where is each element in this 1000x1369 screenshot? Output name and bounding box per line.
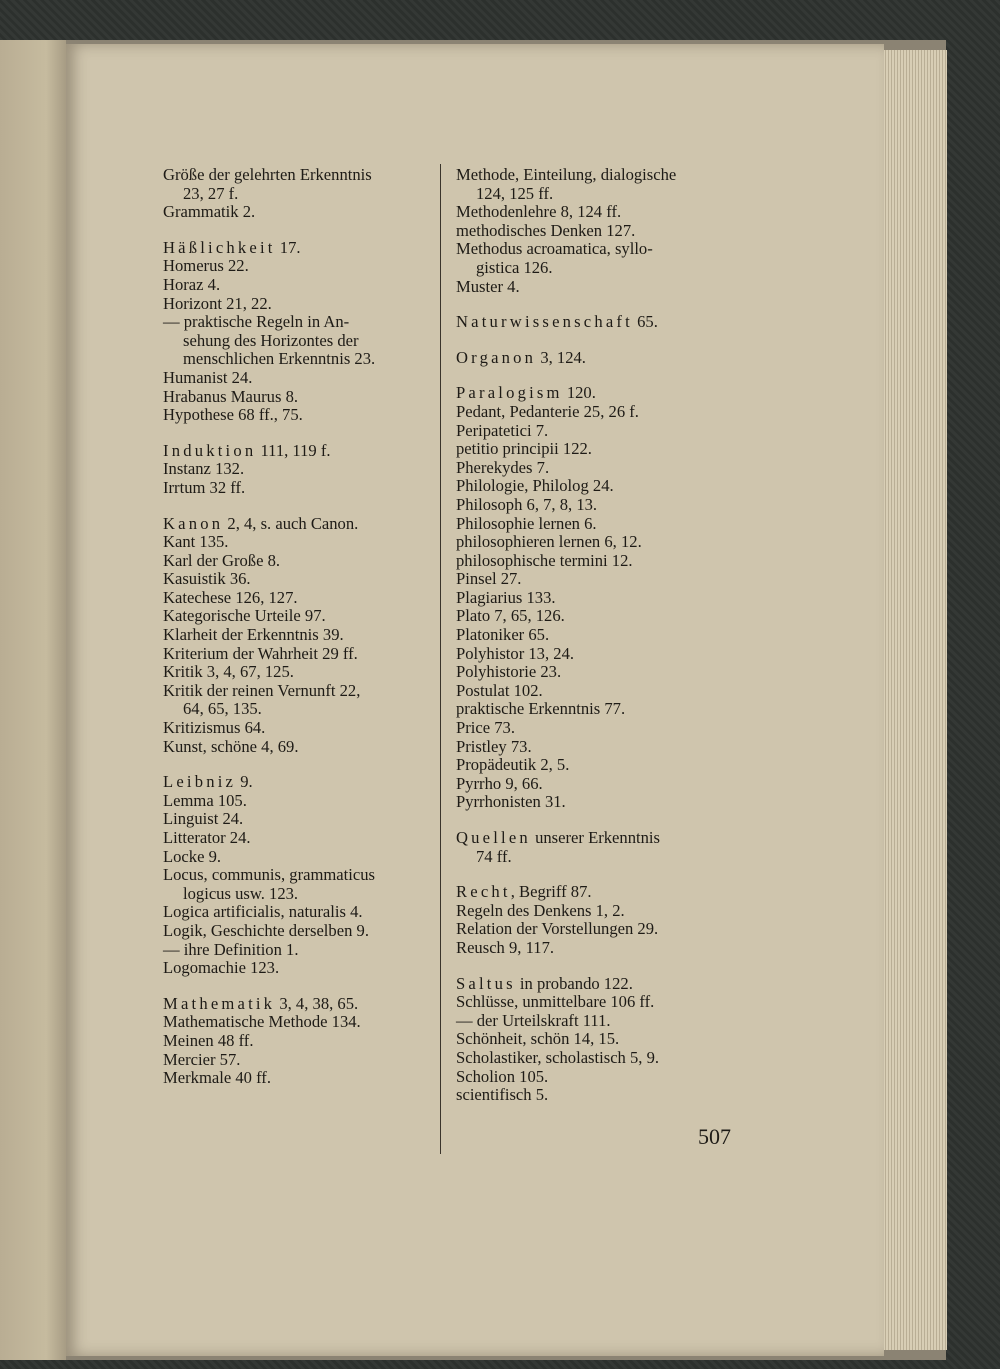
index-entry	[163, 442, 435, 461]
entry-line: — praktische Regeln in An-	[163, 312, 350, 332]
index-entry	[163, 607, 435, 626]
entry-line: Scholion 105.	[456, 1066, 549, 1086]
entry-rest: , Begriff 87.	[510, 882, 592, 902]
entry-line	[456, 975, 728, 994]
index-entry	[456, 756, 728, 775]
entry-heading: Organon	[456, 347, 537, 367]
entry-line: praktische Erkenntnis 77.	[456, 699, 626, 719]
index-entry	[163, 682, 435, 719]
entry-line: Katechese 126, 127.	[163, 587, 298, 607]
entry-line: Kritizismus 64.	[163, 718, 266, 738]
index-entry	[456, 313, 728, 332]
index-entry	[163, 406, 435, 425]
index-entry	[163, 552, 435, 571]
entry-continuation: 74 ff.	[476, 846, 512, 866]
index-entry	[163, 773, 435, 792]
entry-heading: Quellen	[456, 828, 531, 847]
index-entry	[456, 589, 728, 608]
index-entry	[456, 240, 728, 277]
entry-line: Klarheit der Erkenntnis 39.	[163, 625, 344, 645]
entry-line	[456, 384, 728, 403]
entry-continuation: sehung des Horizontes der	[183, 330, 359, 350]
entry-heading: Mathematik	[163, 993, 276, 1013]
entry-rest: in probando 122.	[515, 973, 633, 993]
entry-line	[456, 883, 728, 902]
entry-continuation: gistica 126.	[476, 257, 553, 277]
entry-continuation: menschlichen Erkenntnis 23.	[183, 349, 376, 369]
entry-line	[163, 239, 435, 258]
index-group	[456, 166, 728, 296]
entry-line: Peripatetici 7.	[456, 420, 549, 440]
entry-heading: Saltus	[456, 973, 516, 993]
entry-line: Merkmale 40 ff.	[163, 1068, 271, 1088]
entry-line: Philologie, Philolog 24.	[456, 476, 614, 496]
index-group	[456, 384, 728, 812]
index-entry	[456, 384, 728, 403]
entry-line: Kriterium der Wahrheit 29 ff.	[163, 643, 358, 663]
index-entry	[456, 1049, 728, 1068]
index-entry	[456, 222, 728, 241]
index-entry	[456, 459, 728, 478]
entry-line: Kritik 3, 4, 67, 125.	[163, 662, 294, 682]
column-divider	[440, 164, 441, 1154]
entry-heading: Paralogism	[456, 383, 563, 403]
entry-line: Schlüsse, unmittelbare 106 ff.	[456, 992, 655, 1012]
entry-line: Pinsel 27.	[456, 569, 522, 589]
index-entry	[456, 440, 728, 459]
entry-line: Platoniker 65.	[456, 625, 550, 645]
entry-line: Grammatik 2.	[163, 202, 256, 222]
entry-line	[163, 442, 435, 461]
entry-line: Humanist 24.	[163, 367, 253, 387]
entry-rest: 120.	[562, 383, 596, 403]
entry-heading: Naturwissenschaft	[456, 312, 633, 332]
index-entry	[163, 313, 435, 369]
entry-line: methodisches Denken 127.	[456, 220, 636, 240]
entry-line: Kunst, schöne 4, 69.	[163, 736, 299, 756]
index-entry	[456, 422, 728, 441]
index-group	[456, 349, 728, 368]
entry-line: Polyhistor 13, 24.	[456, 643, 575, 663]
index-entry	[163, 589, 435, 608]
index-entry	[163, 922, 435, 941]
index-entry	[456, 496, 728, 515]
index-entry	[163, 257, 435, 276]
entry-rest: 3, 124.	[536, 347, 586, 367]
index-column-right	[456, 166, 728, 1122]
entry-line: Muster 4.	[456, 276, 520, 296]
entry-line: Kasuistik 36.	[163, 569, 251, 589]
index-entry	[163, 645, 435, 664]
index-entry	[163, 369, 435, 388]
index-entry	[456, 920, 728, 939]
entry-rest: 111, 119 f.	[256, 440, 331, 460]
index-entry	[163, 460, 435, 479]
entry-line: petitio principii 122.	[456, 439, 592, 459]
index-group	[163, 166, 435, 222]
index-group	[456, 883, 728, 957]
index-entry	[163, 738, 435, 757]
entry-line: Kategorische Urteile 97.	[163, 606, 326, 626]
entry-line	[163, 995, 435, 1014]
entry-line: Pherekydes 7.	[456, 457, 550, 477]
entry-line: — ihre Definition 1.	[163, 939, 299, 959]
index-entry	[456, 645, 728, 664]
entry-line: Mercier 57.	[163, 1049, 241, 1069]
index-entry	[163, 848, 435, 867]
index-entry	[456, 552, 728, 571]
entry-line: Price 73.	[456, 718, 515, 738]
index-entry	[163, 276, 435, 295]
index-entry	[456, 738, 728, 757]
entry-line: philosophieren lernen 6, 12.	[456, 532, 642, 552]
book-page	[66, 44, 884, 1356]
index-entry	[163, 479, 435, 498]
index-entry	[163, 570, 435, 589]
index-entry	[456, 939, 728, 958]
entry-line	[456, 829, 728, 848]
entry-line: Methodus acroamatica, syllo-	[456, 239, 653, 259]
entry-line: Mathematische Methode 134.	[163, 1012, 361, 1032]
index-entry	[163, 166, 435, 203]
entry-heading: Recht	[456, 882, 511, 902]
left-page-edge	[0, 40, 68, 1360]
entry-line: Relation der Vorstellungen 29.	[456, 919, 659, 939]
index-entry	[456, 1030, 728, 1049]
entry-line: Pedant, Pedanterie 25, 26 f.	[456, 401, 639, 421]
index-group	[163, 239, 435, 425]
index-entry	[456, 975, 728, 994]
index-entry	[456, 278, 728, 297]
entry-rest: 9.	[236, 772, 253, 792]
index-entry	[456, 203, 728, 222]
entry-line: Hypothese 68 ff., 75.	[163, 405, 303, 425]
entry-line: Lemma 105.	[163, 790, 247, 810]
entry-line	[163, 773, 435, 792]
entry-line: Locus, communis, grammaticus	[163, 865, 375, 885]
index-entry	[456, 829, 728, 866]
index-entry	[456, 719, 728, 738]
index-entry	[456, 793, 728, 812]
entry-line: Propädeutik 2, 5.	[456, 755, 570, 775]
index-entry	[456, 1068, 728, 1087]
entry-line: Schönheit, schön 14, 15.	[456, 1029, 620, 1049]
index-entry	[456, 1012, 728, 1031]
entry-line: Irrtum 32 ff.	[163, 477, 246, 497]
entry-heading: Häßlichkeit	[163, 237, 276, 257]
entry-line: Linguist 24.	[163, 809, 244, 829]
index-group	[163, 442, 435, 498]
entry-line: Reusch 9, 117.	[456, 937, 555, 957]
index-entry	[456, 626, 728, 645]
entry-heading: Leibniz	[163, 772, 237, 792]
entry-line: Karl der Große 8.	[163, 550, 281, 570]
entry-line: Logica artificialis, naturalis 4.	[163, 902, 363, 922]
index-entry	[163, 810, 435, 829]
index-group	[163, 773, 435, 978]
entry-rest: 3, 4, 38, 65.	[275, 993, 359, 1013]
index-entry	[456, 902, 728, 921]
index-entry	[163, 239, 435, 258]
index-entry	[163, 533, 435, 552]
index-group	[163, 995, 435, 1088]
entry-line: Pristley 73.	[456, 736, 532, 756]
index-entry	[456, 1086, 728, 1105]
index-entry	[163, 903, 435, 922]
entry-line	[456, 349, 728, 368]
index-entry	[456, 533, 728, 552]
entry-line: Logik, Geschichte derselben 9.	[163, 920, 369, 940]
page-number: 507	[698, 1124, 731, 1149]
index-entry	[163, 1013, 435, 1032]
index-entry	[163, 388, 435, 407]
entry-line: Logomachie 123.	[163, 958, 280, 978]
entry-rest: 2, 4, s. auch Canon.	[223, 513, 359, 533]
index-entry	[456, 993, 728, 1012]
entry-line: Kritik der reinen Vernunft 22,	[163, 680, 361, 700]
entry-continuation: logicus usw. 123.	[183, 883, 299, 903]
entry-line: Instanz 132.	[163, 459, 245, 479]
entry-line: Plato 7, 65, 126.	[456, 606, 565, 626]
entry-line: Pyrrhonisten 31.	[456, 792, 566, 812]
index-entry	[456, 477, 728, 496]
index-entry	[456, 682, 728, 701]
index-entry	[456, 775, 728, 794]
index-group	[456, 975, 728, 1105]
index-entry	[163, 719, 435, 738]
index-entry	[163, 792, 435, 811]
entry-line: philosophische termini 12.	[456, 550, 633, 570]
entry-heading: Induktion	[163, 440, 257, 460]
entry-line: Regeln des Denkens 1, 2.	[456, 900, 625, 920]
entry-line: scientifisch 5.	[456, 1085, 549, 1105]
entry-line: Scholastiker, scholastisch 5, 9.	[456, 1047, 660, 1067]
entry-rest: 65.	[632, 312, 658, 332]
index-group	[456, 829, 728, 866]
index-group	[456, 313, 728, 332]
entry-line: Philosophie lernen 6.	[456, 513, 597, 533]
index-entry	[456, 403, 728, 422]
entry-line: — der Urteilskraft 111.	[456, 1010, 611, 1030]
entry-line: Meinen 48 ff.	[163, 1030, 254, 1050]
index-entry	[456, 166, 728, 203]
index-column-left	[163, 166, 435, 1105]
entry-continuation: 23, 27 f.	[183, 183, 239, 203]
index-entry	[163, 1051, 435, 1070]
index-entry	[456, 663, 728, 682]
index-entry	[163, 959, 435, 978]
entry-line: Größe der gelehrten Erkenntnis	[163, 165, 372, 184]
entry-line: Litterator 24.	[163, 828, 251, 847]
entry-heading: Kanon	[163, 513, 224, 533]
entry-line: Kant 135.	[163, 532, 229, 552]
entry-line: Plagiarius 133.	[456, 587, 556, 607]
index-entry	[456, 570, 728, 589]
entry-continuation: 64, 65, 135.	[183, 699, 262, 719]
index-entry	[163, 866, 435, 903]
entry-line: Pyrrho 9, 66.	[456, 773, 543, 793]
entry-line: Locke 9.	[163, 846, 222, 866]
index-entry	[163, 663, 435, 682]
entry-line: Horaz 4.	[163, 274, 221, 294]
entry-line: Methode, Einteilung, dialogische	[456, 165, 677, 184]
page-edges	[882, 50, 947, 1350]
index-entry	[163, 941, 435, 960]
index-entry	[163, 1069, 435, 1088]
entry-rest: 17.	[275, 237, 301, 257]
entry-line	[456, 313, 728, 332]
index-entry	[456, 883, 728, 902]
index-entry	[163, 995, 435, 1014]
entry-line	[163, 515, 435, 534]
entry-rest: unserer Erkenntnis	[530, 828, 660, 847]
entry-line: Homerus 22.	[163, 256, 249, 276]
index-entry	[163, 1032, 435, 1051]
index-entry	[456, 607, 728, 626]
entry-line: Polyhistorie 23.	[456, 662, 562, 682]
index-entry	[163, 829, 435, 848]
index-entry	[456, 349, 728, 368]
index-entry	[163, 295, 435, 314]
entry-line: Horizont 21, 22.	[163, 293, 272, 313]
entry-line: Philosoph 6, 7, 8, 13.	[456, 494, 598, 514]
index-entry	[456, 700, 728, 719]
entry-line: Postulat 102.	[456, 680, 543, 700]
index-entry	[163, 626, 435, 645]
index-entry	[456, 515, 728, 534]
index-entry	[163, 203, 435, 222]
index-entry	[163, 515, 435, 534]
index-group	[163, 515, 435, 757]
entry-line: Hrabanus Maurus 8.	[163, 386, 299, 406]
entry-line: Methodenlehre 8, 124 ff.	[456, 202, 622, 222]
entry-continuation: 124, 125 ff.	[476, 183, 554, 203]
